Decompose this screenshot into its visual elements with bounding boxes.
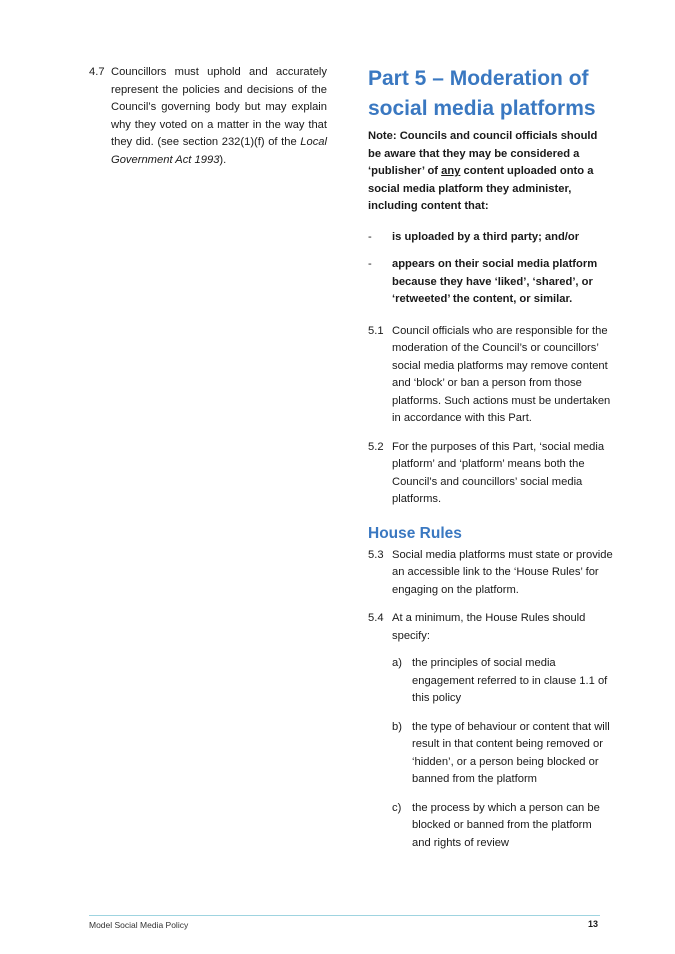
clause-text-part: Councillors must uphold and accurately represent the policies and decisions of the Council’s governing body but may explain why they voted on a matter in the way that they did. (see section 232(1)(f) of the [111, 66, 327, 148]
left-column [89, 64, 327, 169]
clause-text-end: ). [219, 153, 227, 166]
house-rules-list [392, 655, 613, 852]
clause-text: For the purposes of this Part, ‘social media platform’ and ‘platform’ means both the Council’s and councillors’ social media platforms. [392, 440, 605, 505]
list-item [392, 719, 613, 789]
list-letter: a) [392, 657, 402, 669]
act-name: Local Government Act 1993 [111, 136, 327, 166]
dash-item [368, 229, 613, 247]
list-item-text: the type of behaviour or content that will result in that content being removed or ‘hidden’, or a person being blocked or banned from the platform [412, 720, 610, 785]
dash-marker: - [368, 230, 372, 243]
clause-5-2 [368, 439, 613, 509]
dash-marker: - [368, 258, 372, 270]
clause-4-7 [89, 64, 327, 169]
publisher-note [368, 128, 613, 216]
note-text-end: content uploaded onto a social media platform they administer, including content that: [368, 165, 594, 212]
dash-item-text: appears on their social media platform because they have ‘liked’, ‘shared’, or ‘retweeted’ the content, or similar. [392, 258, 598, 305]
clause-number: 5.3 [368, 548, 384, 561]
list-item [392, 800, 613, 853]
clause-number: 5.1 [368, 324, 384, 337]
house-rules-heading: House Rules [368, 524, 462, 542]
clause-text: At a minimum, the House Rules should specify: [392, 612, 586, 642]
list-item-text: the process by which a person can be blocked or banned from the platform and rights of review [412, 801, 600, 849]
clause-5-1 [368, 323, 613, 428]
note-underlined: any [441, 165, 461, 177]
footer-divider [89, 915, 600, 916]
list-letter: b) [392, 720, 402, 733]
dash-item [368, 256, 613, 309]
clause-text: Council officials who are responsible for the moderation of the Council’s or councillors’ social media platforms may remove content and ‘block’ or ban a person from those platforms. Such actions must be undertaken in accordance with this Part. [392, 324, 611, 424]
note-text: Note: Councils and council officials should be aware that they may be considered a ‘publisher’ of [368, 130, 598, 177]
clause-text: Social media platforms must state or provide an accessible link to the ‘House Rules’ for engaging on the platform. [392, 548, 613, 596]
clause-number: 5.2 [368, 440, 384, 453]
dash-item-text: is uploaded by a third party; and/or [392, 230, 580, 243]
clause-5-4 [368, 610, 613, 645]
list-item-text: the principles of social media engagement referred to in clause 1.1 of this policy [412, 657, 608, 704]
right-column [368, 64, 613, 863]
part-title: Part 5 – Moderation of social media platforms [368, 67, 596, 120]
clause-number: 4.7 [89, 66, 105, 78]
page-number: 13 [587, 919, 598, 929]
list-item [392, 655, 613, 708]
clause-5-3 [368, 547, 613, 600]
footer-doc-title: Model Social Media Policy [89, 920, 189, 930]
clause-text [111, 64, 327, 169]
list-letter: c) [392, 801, 402, 814]
clause-number: 5.4 [368, 612, 384, 624]
